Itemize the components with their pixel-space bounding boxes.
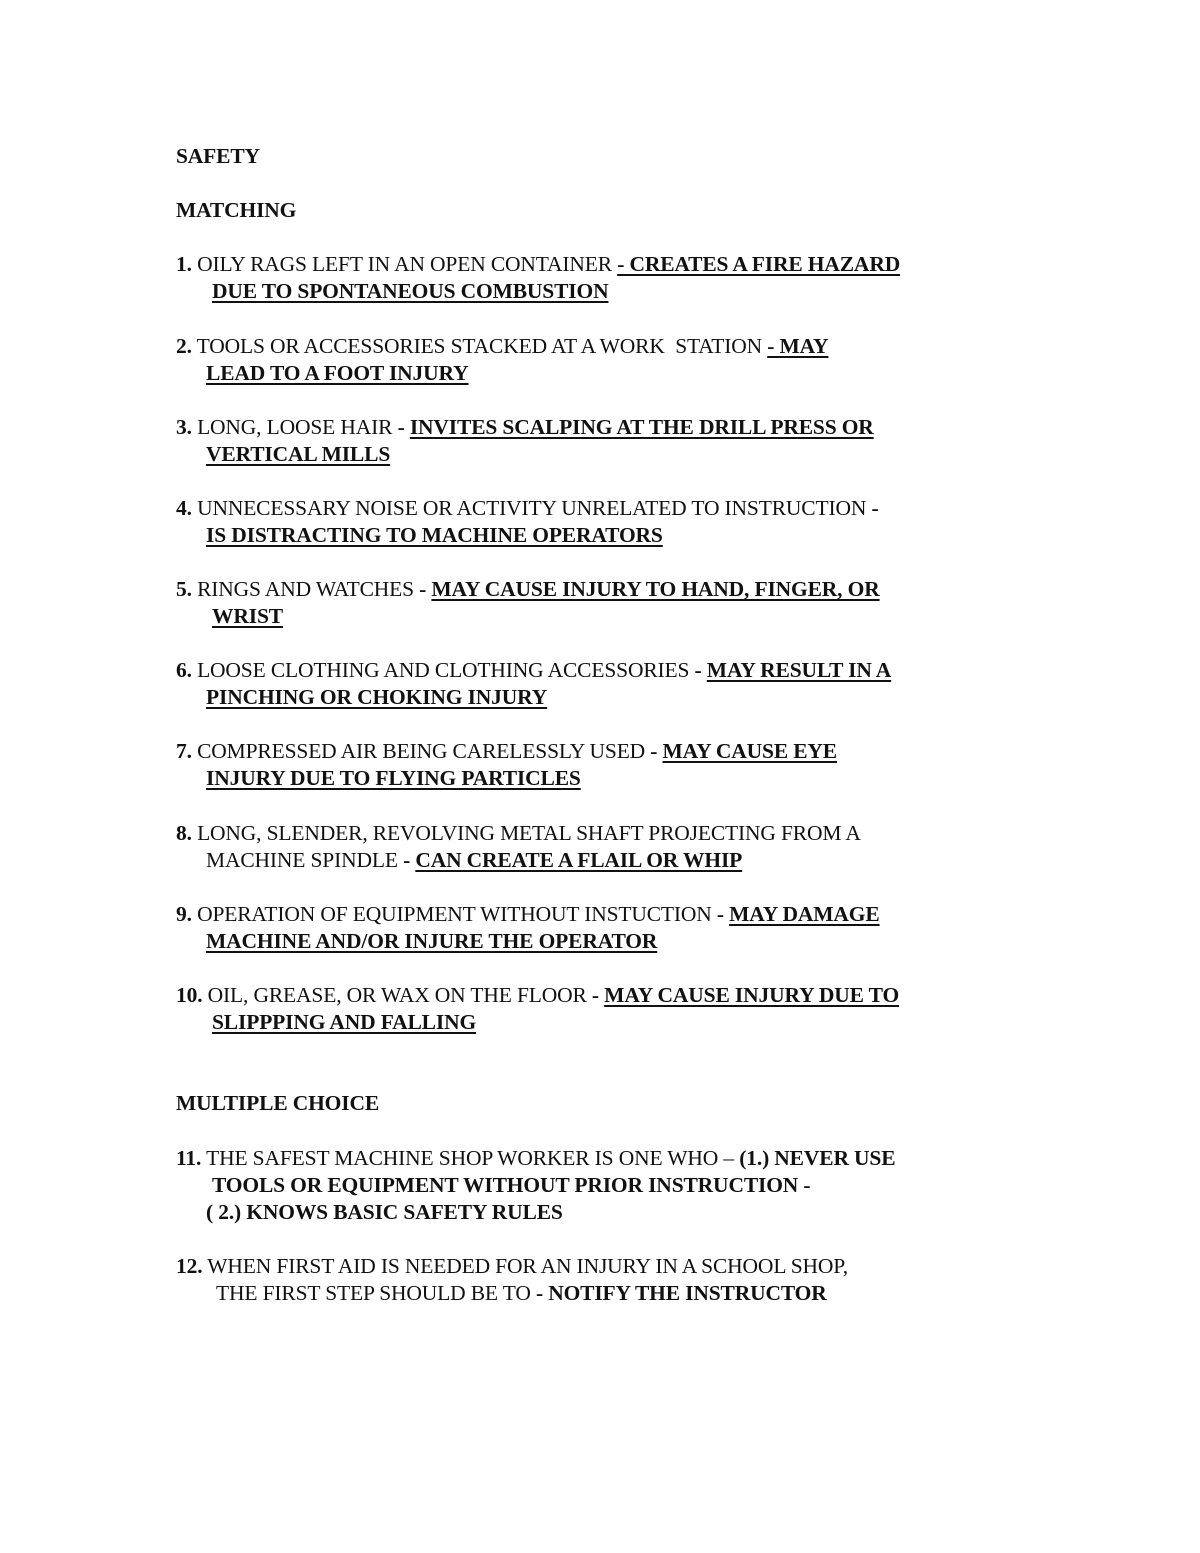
- item-answer-continued: WRIST: [212, 604, 283, 628]
- item-number: 6.: [176, 658, 192, 682]
- list-item: [176, 1148, 895, 1170]
- section-heading-multiple-choice: MULTIPLE CHOICE: [176, 1091, 380, 1115]
- item-number: 12.: [176, 1254, 203, 1278]
- item-question: LONG, SLENDER, REVOLVING METAL SHAFT PROJECTING FROM A: [197, 821, 861, 845]
- item-separator: -: [591, 983, 605, 1007]
- item-question: THE SAFEST MACHINE SHOP WORKER IS ONE WHO –: [206, 1146, 740, 1170]
- item-answer: - MAY: [767, 334, 829, 358]
- item-number: 7.: [176, 739, 192, 763]
- item-number: 1.: [176, 252, 192, 276]
- item-answer-continued: DUE TO SPONTANEOUS COMBUSTION: [212, 279, 609, 303]
- item-answer-continued: INJURY DUE TO FLYING PARTICLES: [206, 766, 581, 790]
- list-item: [176, 254, 900, 276]
- section-heading-matching: MATCHING: [176, 198, 297, 222]
- item-answer-continued: TOOLS OR EQUIPMENT WITHOUT PRIOR INSTRUCTION -: [212, 1173, 811, 1197]
- item-number: 4.: [176, 496, 192, 520]
- item-separator: -: [403, 848, 416, 872]
- list-item: [176, 336, 828, 358]
- item-question: TOOLS OR ACCESSORIES STACKED AT A WORK STATION: [196, 334, 768, 358]
- item-answer: - CREATES A FIRE HAZARD: [617, 252, 901, 276]
- item-question-continued: MACHINE SPINDLE - CAN CREATE A FLAIL OR WHIP: [206, 848, 743, 872]
- item-question: COMPRESSED AIR BEING CARELESSLY USED: [197, 739, 651, 763]
- item-question-continued: THE FIRST STEP SHOULD BE TO - NOTIFY THE INSTRUCTOR: [216, 1281, 827, 1305]
- item-answer-continued: LEAD TO A FOOT INJURY: [206, 361, 469, 385]
- item-answer: MAY CAUSE INJURY TO HAND, FINGER, OR: [431, 577, 880, 601]
- list-item: [176, 904, 880, 926]
- item-answer-continued: IS DISTRACTING TO MACHINE OPERATORS: [206, 523, 663, 547]
- list-item: [176, 579, 880, 601]
- item-answer: - NOTIFY THE INSTRUCTOR: [535, 1281, 827, 1305]
- item-question: RINGS AND WATCHES: [197, 577, 420, 601]
- item-question: LOOSE CLOTHING AND CLOTHING ACCESSORIES: [197, 658, 695, 682]
- item-separator: -: [716, 902, 730, 926]
- item-answer-continued: MACHINE AND/OR INJURE THE OPERATOR: [206, 929, 658, 953]
- item-number: 5.: [176, 577, 192, 601]
- list-item: [176, 823, 861, 845]
- item-separator: -: [650, 739, 663, 763]
- item-answer: MAY CAUSE EYE: [662, 739, 837, 763]
- item-number: 8.: [176, 821, 192, 845]
- item-answer-continued: ( 2.) KNOWS BASIC SAFETY RULES: [206, 1200, 563, 1224]
- list-item: [176, 741, 837, 763]
- item-question: OIL, GREASE, OR WAX ON THE FLOOR: [207, 983, 592, 1007]
- item-question: OPERATION OF EQUIPMENT WITHOUT INSTUCTION: [197, 902, 717, 926]
- item-answer-continued: VERTICAL MILLS: [206, 442, 391, 466]
- list-item: [176, 660, 891, 682]
- item-answer: CAN CREATE A FLAIL OR WHIP: [415, 848, 743, 872]
- item-number: 11.: [176, 1146, 202, 1170]
- list-item: [176, 985, 899, 1007]
- item-number: 9.: [176, 902, 192, 926]
- item-answer: MAY RESULT IN A: [706, 658, 892, 682]
- document-title: SAFETY: [176, 144, 260, 168]
- item-separator: -: [419, 577, 432, 601]
- item-number: 10.: [176, 983, 203, 1007]
- item-question: OILY RAGS LEFT IN AN OPEN CONTAINER: [197, 252, 618, 276]
- item-answer: (1.) NEVER USE: [739, 1146, 896, 1170]
- item-answer-continued: PINCHING OR CHOKING INJURY: [206, 685, 548, 709]
- item-answer: MAY DAMAGE: [729, 902, 880, 926]
- item-answer: INVITES SCALPING AT THE DRILL PRESS OR: [409, 415, 874, 439]
- list-item: [176, 417, 874, 439]
- item-answer: MAY CAUSE INJURY DUE TO: [604, 983, 900, 1007]
- item-separator: -: [871, 496, 879, 520]
- list-item: [176, 1256, 848, 1278]
- item-separator: -: [694, 658, 707, 682]
- item-question: LONG, LOOSE HAIR: [197, 415, 398, 439]
- item-question: WHEN FIRST AID IS NEEDED FOR AN INJURY IN A SCHOOL SHOP,: [207, 1254, 848, 1278]
- item-number: 2.: [176, 334, 192, 358]
- item-question: UNNECESSARY NOISE OR ACTIVITY UNRELATED TO INSTRUCTION: [197, 496, 872, 520]
- item-answer-continued: SLIPPPING AND FALLING: [212, 1010, 477, 1034]
- item-number: 3.: [176, 415, 192, 439]
- list-item: [176, 498, 878, 520]
- item-separator: -: [397, 415, 410, 439]
